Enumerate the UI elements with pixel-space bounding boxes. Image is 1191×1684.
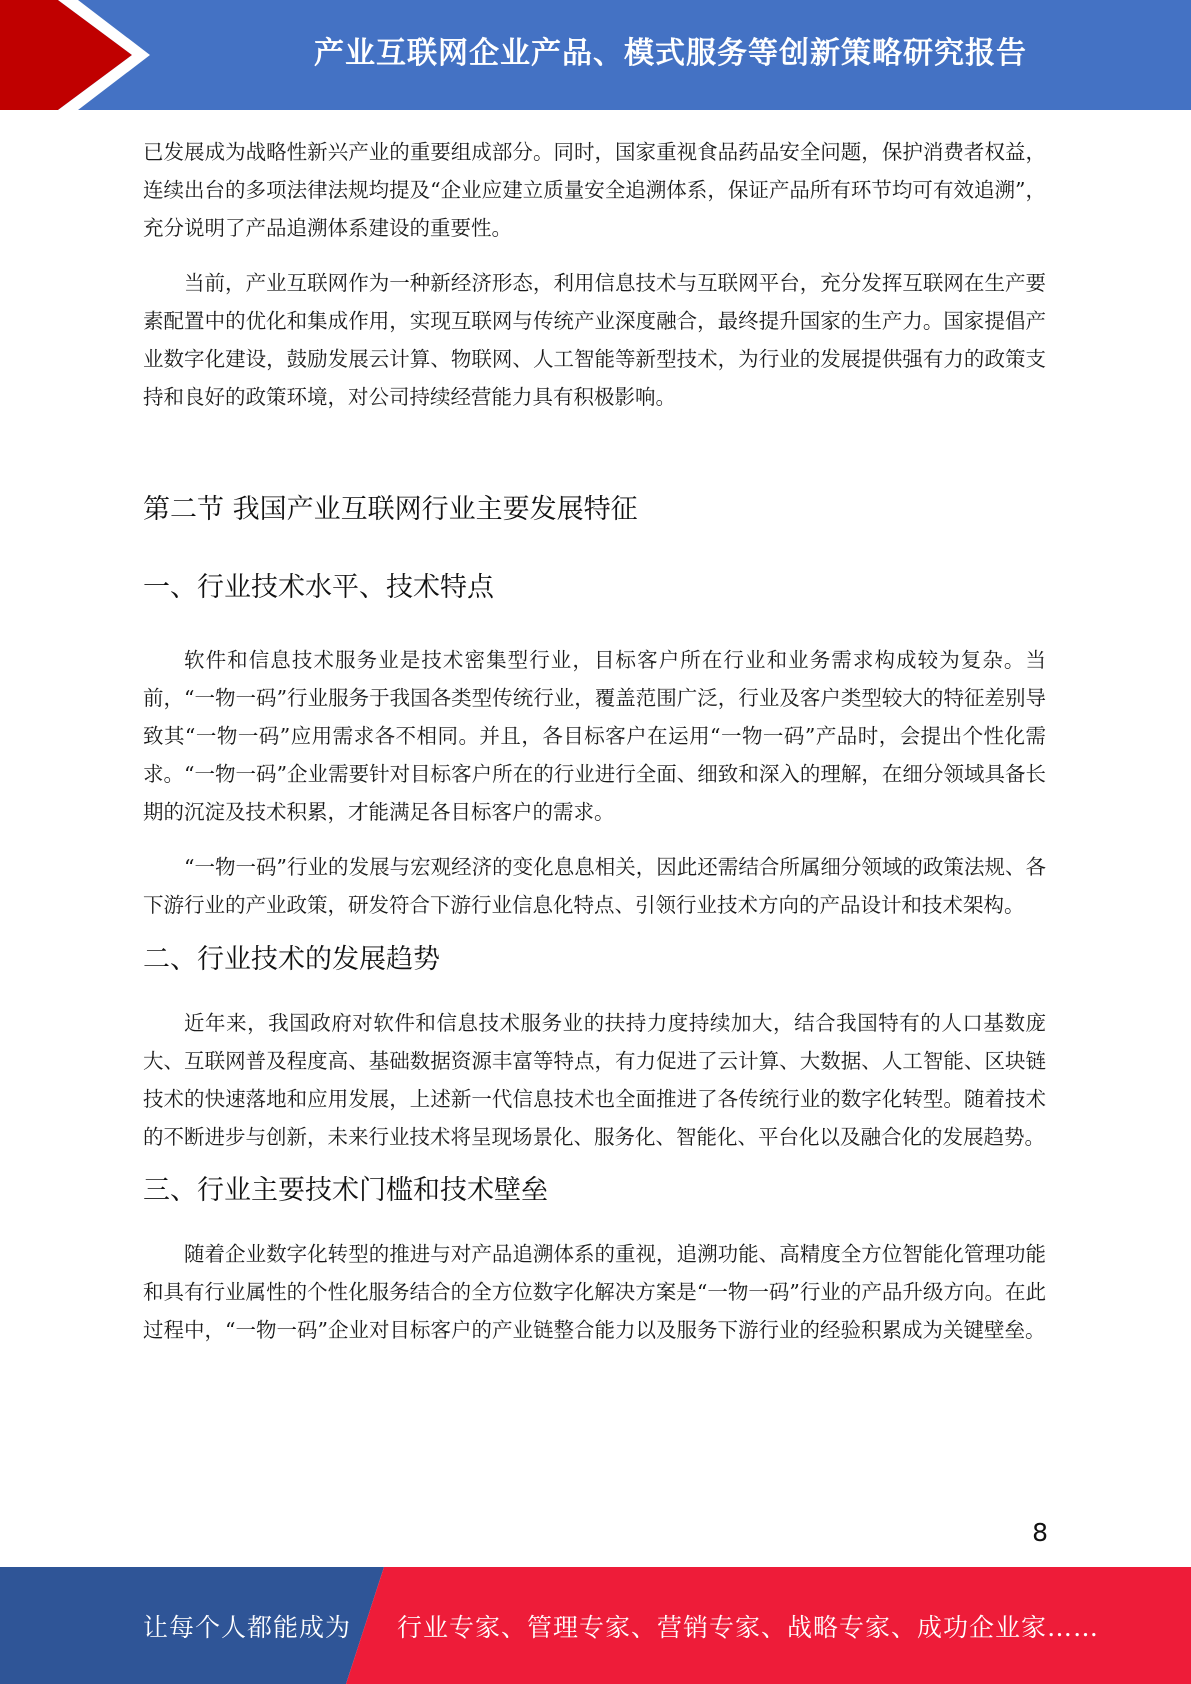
paragraph-tech-level: 软件和信息技术服务业是技术密集型行业，目标客户所在行业和业务需求构成较为复杂。当前，“一物一码”行业服务于我国各类型传统行业，覆盖范围广泛，行业及客户类型较大的特征差别导致其“一物一码”应用需求各不相同。并且，各目标客户在运用“一物一码”产品时，会提出个性化需求。“一物一码”企业需要针对目标客户所在的行业进行全面、细致和深入的理解，在细分领域具备长期的沉淀及技术积累，才能满足各目标客户的需求。 (143, 648, 1046, 824)
page-body (143, 133, 1046, 1349)
page-number: 8 (1032, 1518, 1048, 1547)
footer-slogan-left: 让每个人都能成为 (143, 1612, 352, 1642)
heading-tech-barriers: 三、行业主要技术门槛和技术壁垒 (143, 1175, 548, 1206)
paragraph-continuation: 已发展成为战略性新兴产业的重要组成部分。同时，国家重视食品药品安全问题，保护消费者权益，连续出台的多项法律法规均提及“企业应建立质量安全追溯体系，保证产品所有环节均可有效追溯”，充分说明了产品追溯体系建设的重要性。 (143, 140, 1046, 240)
page-header (0, 0, 1191, 110)
paragraph-tech-trends: 近年来，我国政府对软件和信息技术服务业的扶持力度持续加大，结合我国特有的人口基数庞大、互联网普及程度高、基础数据资源丰富等特点，有力促进了云计算、大数据、人工智能、区块链技术的快速落地和应用发展，上述新一代信息技术也全面推进了各传统行业的数字化转型。随着技术的不断进步与创新，未来行业技术将呈现场景化、服务化、智能化、平台化以及融合化的发展趋势。 (143, 1011, 1046, 1149)
report-title: 产业互联网企业产品、模式服务等创新策略研究报告 (314, 36, 1027, 71)
paragraph-macro-economy: “一物一码”行业的发展与宏观经济的变化息息相关，因此还需结合所属细分领域的政策法规、各下游行业的产业政策，研发符合下游行业信息化特点、引领行业技术方向的产品设计和技术架构。 (143, 855, 1046, 917)
page-footer (0, 1567, 1191, 1684)
heading-tech-trends: 二、行业技术的发展趋势 (143, 944, 440, 975)
heading-tech-level: 一、行业技术水平、技术特点 (143, 572, 494, 603)
paragraph-tech-barriers: 随着企业数字化转型的推进与对产品追溯体系的重视，追溯功能、高精度全方位智能化管理功能和具有行业属性的个性化服务结合的全方位数字化解决方案是“一物一码”行业的产品升级方向。在此过程中，“一物一码”企业对目标客户的产业链整合能力以及服务下游行业的经验积累成为关键壁垒。 (143, 1242, 1046, 1342)
paragraph-industrial-internet: 当前，产业互联网作为一种新经济形态，利用信息技术与互联网平台，充分发挥互联网在生产要素配置中的优化和集成作用，实现互联网与传统产业深度融合，最终提升国家的生产力。国家提倡产业数字化建设，鼓励发展云计算、物联网、人工智能等新型技术，为行业的发展提供强有力的政策支持和良好的政策环境，对公司持续经营能力具有积极影响。 (143, 271, 1046, 409)
section-title: 第二节 我国产业互联网行业主要发展特征 (143, 494, 638, 525)
footer-slogan-right: 行业专家、管理专家、营销专家、战略专家、成功企业家…… (397, 1612, 1100, 1642)
